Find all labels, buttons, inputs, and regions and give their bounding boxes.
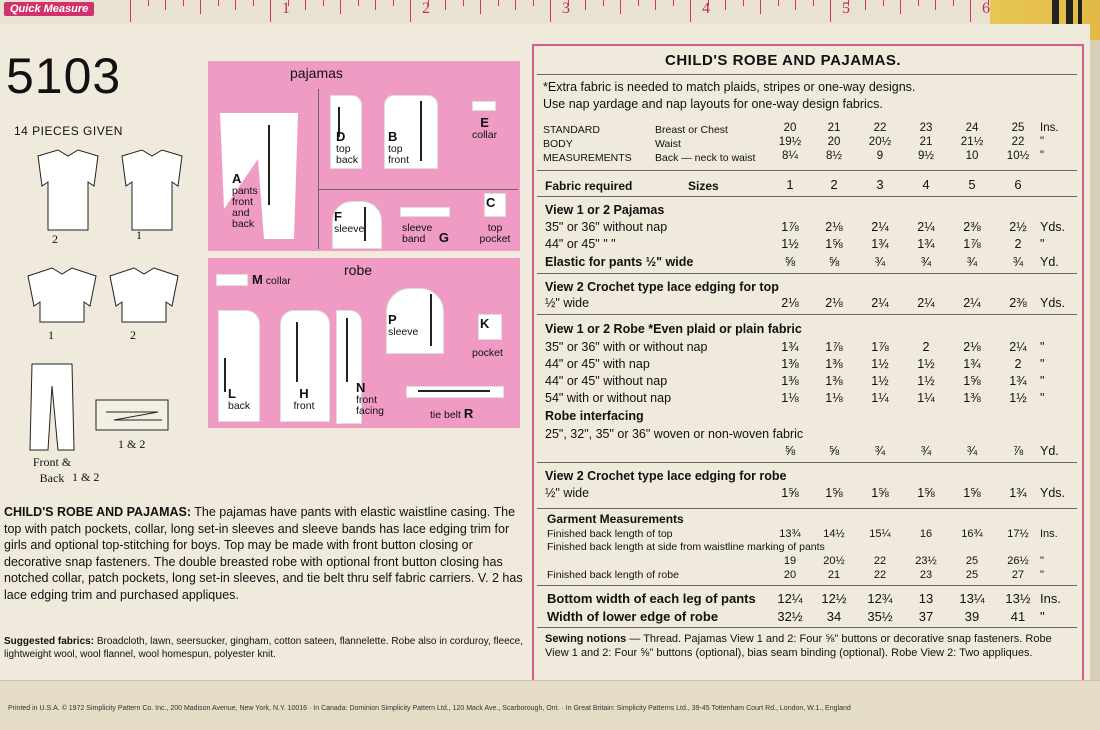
measurement-value: 23 xyxy=(919,122,933,134)
garment-label: Finished back length at side from waistline marking of pants xyxy=(547,541,825,553)
std-label: MEASUREMENTS xyxy=(543,152,632,164)
garment-value: 20½ xyxy=(823,555,845,567)
garment-value: 12¼ xyxy=(777,591,803,606)
yardage-value: 1½ xyxy=(1009,391,1027,405)
yardage-value: 1⅝ xyxy=(825,237,843,251)
measurement-unit: " xyxy=(1040,136,1045,148)
yardage-unit: " xyxy=(1040,391,1045,405)
yardage-value: 2⅛ xyxy=(781,296,799,310)
measurement-value: 9 xyxy=(876,150,884,162)
yardage-value: 1¾ xyxy=(917,237,935,251)
measurement-unit: Ins. xyxy=(1040,122,1059,134)
garment-unit: " xyxy=(1040,609,1045,624)
piece-label: collar xyxy=(265,275,291,287)
garment-value: 39 xyxy=(964,609,980,624)
yardage-value: ⅝ xyxy=(828,255,840,269)
garment-value: 27 xyxy=(1011,569,1025,581)
envelope-fold xyxy=(0,680,1100,730)
view-label: 1 xyxy=(136,228,142,242)
garment-value: 13¼ xyxy=(959,591,985,606)
garment-heading: Garment Measurements xyxy=(547,512,684,526)
size-header: 5 xyxy=(968,177,976,192)
garment-value: 13 xyxy=(918,591,934,606)
garment-value: 35½ xyxy=(867,609,893,624)
measurement-value: 22 xyxy=(873,122,887,134)
yardage-value: 1⅛ xyxy=(781,391,799,405)
yardage-value: 1⅝ xyxy=(963,374,981,388)
yardage-value: ⅞ xyxy=(1012,444,1024,458)
measurement-value: 9½ xyxy=(918,150,934,162)
fabric-row-label: 25", 32", 35" or 36" woven or non-woven fabric xyxy=(545,427,804,441)
piece-label: collar xyxy=(472,129,498,141)
yardage-value: ¾ xyxy=(874,255,886,269)
yardage-value: 2⅛ xyxy=(825,296,843,310)
yardage-value: 2 xyxy=(922,340,930,354)
garment-value: 13¾ xyxy=(779,528,801,540)
fabrics-label: Suggested fabrics: xyxy=(4,636,95,647)
garment-unit: " xyxy=(1040,555,1044,567)
piece-letter: H xyxy=(299,386,309,401)
yardage-unit: " xyxy=(1040,374,1045,388)
piece-letter: A xyxy=(232,171,242,186)
yardage-value: 1¼ xyxy=(871,391,889,405)
measurement-value: 19½ xyxy=(778,136,802,148)
ruler-number: 4 xyxy=(702,0,710,17)
yardage-unit: " xyxy=(1040,340,1045,354)
garment-label: Width of lower edge of robe xyxy=(547,609,719,624)
yardage-value: ¾ xyxy=(920,444,932,458)
fabric-required-label: Fabric required xyxy=(545,179,633,193)
garment-value: 41 xyxy=(1010,609,1026,624)
robe-title: robe xyxy=(344,262,373,278)
piece-label: sleeve xyxy=(388,326,419,338)
piece-label: back xyxy=(228,400,251,412)
robe-sketch-b xyxy=(110,268,178,322)
yardage-value: 2⅛ xyxy=(963,340,981,354)
yardage-value: 1⅜ xyxy=(825,357,843,371)
yardage-value: 1½ xyxy=(781,237,799,251)
yardage-value: 1⅛ xyxy=(825,391,843,405)
yardage-value: 1⅞ xyxy=(825,340,843,354)
piece-label: top front xyxy=(388,143,410,166)
garment-sketches xyxy=(18,146,198,476)
yardage-unit: Yds. xyxy=(1040,296,1066,310)
piece-label: pocket xyxy=(472,347,503,359)
size-header: 2 xyxy=(830,177,838,192)
yardage-value: 1⅝ xyxy=(825,486,843,500)
piece-letter: R xyxy=(463,406,474,421)
measurement-value: 21½ xyxy=(960,136,984,148)
fabric-row-label: View 2 Crochet type lace edging for robe xyxy=(545,469,787,483)
garment-value: 20 xyxy=(783,569,797,581)
ruler-number: 5 xyxy=(842,0,850,17)
yardage-value: 2¼ xyxy=(963,296,981,310)
measurement-value: 10 xyxy=(965,150,979,162)
piece-label: front facing xyxy=(356,394,385,417)
piece-letter: D xyxy=(336,129,346,144)
garment-value: 32½ xyxy=(777,609,803,624)
pajama-top-sketch-a xyxy=(38,150,98,230)
yardage-unit: " xyxy=(1040,237,1045,251)
yardage-value: ¾ xyxy=(966,444,978,458)
size-header: 3 xyxy=(876,177,884,192)
yardage-value: 2¼ xyxy=(917,296,935,310)
garment-value: 17½ xyxy=(1007,528,1029,540)
measurement-value: 24 xyxy=(965,122,979,134)
measurement-value: 21 xyxy=(919,136,933,148)
view-label: 2 xyxy=(52,232,58,246)
measurement-value: 20 xyxy=(783,122,797,134)
yardage-value: 2⅜ xyxy=(963,220,981,234)
measurement-value: 25 xyxy=(1011,122,1025,134)
yardage-unit: " xyxy=(1040,357,1045,371)
garment-value: 37 xyxy=(918,609,934,624)
yardage-value: ¾ xyxy=(874,444,886,458)
ruler-number: 2 xyxy=(422,0,430,17)
piece-letter: P xyxy=(388,312,397,327)
yardage-unit: Yd. xyxy=(1040,444,1059,458)
garment-value: 14½ xyxy=(823,528,845,540)
pajama-top-sketch-b xyxy=(122,150,182,230)
yardage-value: 2½ xyxy=(1009,220,1027,234)
yardage-value: 2 xyxy=(1014,237,1022,251)
measurement-value: 8½ xyxy=(826,150,842,162)
garment-value: 23 xyxy=(919,569,933,581)
yardage-value: 1½ xyxy=(871,374,889,388)
belt-sketch xyxy=(96,400,168,430)
meas-label: Waist xyxy=(655,138,681,150)
garment-label: Finished back length of robe xyxy=(547,569,679,581)
piece-letter: B xyxy=(388,129,398,144)
pieces-given: 14 PIECES GIVEN xyxy=(14,124,123,138)
size-header: 4 xyxy=(922,177,930,192)
meas-label: Back — neck to waist xyxy=(655,152,756,164)
chart-note: *Extra fabric is needed to match plaids, stripes or one-way designs. xyxy=(543,80,916,94)
size-header: 6 xyxy=(1014,177,1022,192)
yardage-value: 1¼ xyxy=(917,391,935,405)
sewing-text: — Thread. Pajamas View 1 and 2: Four ⅝" buttons or decorative snap fasteners. Robe View 1 and 2: Four ⅝" buttons (optional), bias seam binding (optional). Robe View 2: Two appliques. xyxy=(545,633,1052,659)
garment-value: 16 xyxy=(919,528,933,540)
fabric-row-label: ½" wide xyxy=(545,486,590,500)
robe-piece-diagram xyxy=(208,258,520,428)
description-body: The pajamas have pants with elastic waistline casing. The top with patch pockets, collar, long set-in sleeves and sleeve bands has lace edging trim for girls and optional top-stitching for boys. Top may be made with front button closing or decorative snap fasteners. The double breasted robe with optional front button closing has notched collar, patch pockets, long set-in sleeves, and tie belt thru self fabric carriers. V. 2 has lace edging trim and purchased appliques. xyxy=(4,505,523,602)
garment-value: 22 xyxy=(873,569,887,581)
yardage-value: 1½ xyxy=(917,357,935,371)
yardage-value: 2¼ xyxy=(1009,340,1027,354)
description-heading: CHILD'S ROBE AND PAJAMAS: xyxy=(4,505,192,519)
yardage-value: ⅝ xyxy=(784,255,796,269)
ruler-number: 1 xyxy=(282,0,290,17)
garment-value: 23½ xyxy=(915,555,937,567)
fabric-row-label: 44" or 45" " " xyxy=(545,237,616,251)
garment-value: 21 xyxy=(827,569,841,581)
pattern-number: 5103 xyxy=(6,48,122,104)
sizes-label: Sizes xyxy=(688,179,719,193)
ruler-number: 3 xyxy=(562,0,570,17)
garment-value: 25 xyxy=(965,569,979,581)
piece-letter: L xyxy=(228,386,236,401)
fabric-row-label: 44" or 45" with nap xyxy=(545,357,650,371)
robe-sketch-a xyxy=(28,268,96,322)
measure-ruler xyxy=(0,0,1000,25)
fabric-row-label: View 2 Crochet type lace edging for top xyxy=(545,280,779,294)
yardage-value: 1⅝ xyxy=(871,486,889,500)
yardage-value: 1¾ xyxy=(1009,486,1027,500)
view-label: 1 & 2 xyxy=(72,470,100,484)
fabric-row-label: View 1 or 2 Pajamas xyxy=(545,203,665,217)
garment-value: 15¼ xyxy=(869,528,891,540)
sewing-label: Sewing notions xyxy=(545,633,627,645)
yardage-value: ¾ xyxy=(920,255,932,269)
garment-value: 12¾ xyxy=(867,591,893,606)
piece-label: top pocket xyxy=(479,222,511,245)
piece-letter: C xyxy=(486,195,496,210)
garment-value: 19 xyxy=(783,555,797,567)
ruler-number: 6 xyxy=(982,0,990,17)
yardage-unit: Yd. xyxy=(1040,255,1059,269)
yardage-value: ⅝ xyxy=(784,444,796,458)
yardage-unit: Yds. xyxy=(1040,220,1066,234)
yardage-unit: Yds. xyxy=(1040,486,1066,500)
yardage-value: 2⅜ xyxy=(1009,296,1027,310)
sewing-notions xyxy=(545,632,1075,660)
garment-label: Finished back length of top xyxy=(547,528,673,540)
ruler-brand: Quick Measure xyxy=(4,2,94,16)
fabric-row-label: Elastic for pants ½" wide xyxy=(545,255,694,269)
yardage-value: ¾ xyxy=(1012,255,1024,269)
measurement-value: 8¼ xyxy=(782,150,798,162)
piece-label: front xyxy=(293,400,315,412)
fabric-row-label: View 1 or 2 Robe *Even plaid or plain fabric xyxy=(545,322,802,336)
garment-value: 34 xyxy=(826,609,842,624)
fabrics-text: Broadcloth, lawn, seersucker, gingham, cotton sateen, flannelette. Robe also in corduroy, fleece, lightweight wool, wool flannel, wool homespun, polyester knit. xyxy=(4,636,523,660)
yardage-value: 2¼ xyxy=(917,220,935,234)
pattern-description xyxy=(4,504,524,603)
meas-label: Breast or Chest xyxy=(655,124,728,136)
yardage-value: 1⅜ xyxy=(781,374,799,388)
yardage-value: 1⅜ xyxy=(825,374,843,388)
size-header: 1 xyxy=(786,177,794,192)
pants-sketch xyxy=(30,364,74,450)
yardage-value: 1⅜ xyxy=(963,391,981,405)
fabric-row-label: 44" or 45" without nap xyxy=(545,374,668,388)
copyright-line: Printed in U.S.A. © 1972 Simplicity Pattern Co. Inc., 200 Madison Avenue, New York, N.Y. 10016 · In Canada: Dominion Simplicity Pattern Ltd., 120 Mack Ave., Scarborough, Ont. · In Great Britain: Simplicity Patterns Ltd., 39-45 Tottenham Court Rd., London, W.1., England xyxy=(8,705,851,712)
piece-letter: F xyxy=(334,209,342,224)
yardage-value: 1⅝ xyxy=(917,486,935,500)
yardage-value: 1⅞ xyxy=(963,237,981,251)
yardage-value: 2¼ xyxy=(871,296,889,310)
piece-letter: E xyxy=(480,115,489,130)
yardage-value: 1¾ xyxy=(871,237,889,251)
piece-label: sleeve xyxy=(334,223,365,235)
yardage-value: 1⅞ xyxy=(781,220,799,234)
yardage-value: 2¼ xyxy=(871,220,889,234)
view-label: 1 xyxy=(48,328,54,342)
measurement-value: 21 xyxy=(827,122,841,134)
piece-letter: K xyxy=(480,316,490,331)
yardage-value: ¾ xyxy=(966,255,978,269)
std-label: STANDARD xyxy=(543,124,600,136)
fabric-row-label: 35" or 36" with or without nap xyxy=(545,340,708,354)
fabric-row-label: 35" or 36" without nap xyxy=(545,220,668,234)
fabric-row-label: ½" wide xyxy=(545,296,590,310)
pajamas-piece-diagram xyxy=(208,61,520,251)
yardage-value: ⅝ xyxy=(828,444,840,458)
measurement-value: 22 xyxy=(1011,136,1025,148)
piece-label: tie belt xyxy=(430,409,461,421)
yardage-value: 2⅛ xyxy=(825,220,843,234)
chart-title: CHILD'S ROBE AND PAJAMAS. xyxy=(665,52,902,69)
view-label: 2 xyxy=(130,328,136,342)
pajamas-title: pajamas xyxy=(290,65,343,81)
piece-letter: G xyxy=(438,230,450,245)
measurement-value: 10½ xyxy=(1006,150,1030,162)
yardage-value: 1⅞ xyxy=(871,340,889,354)
yardage-value: 1½ xyxy=(917,374,935,388)
std-label: BODY xyxy=(543,138,573,150)
piece-label: sleeve band xyxy=(402,222,433,245)
fabric-row-label: Robe interfacing xyxy=(545,409,644,423)
suggested-fabrics xyxy=(4,636,524,661)
piece-label: top back xyxy=(336,143,359,166)
garment-value: 25 xyxy=(965,555,979,567)
piece-label: pants front and back xyxy=(232,185,258,230)
yardage-value: 1¾ xyxy=(963,357,981,371)
yardage-value: 1⅝ xyxy=(963,486,981,500)
view-label: 1 & 2 xyxy=(118,437,146,451)
front-back-label: Front & Back xyxy=(32,455,72,485)
garment-unit: Ins. xyxy=(1040,591,1061,606)
garment-value: 16¾ xyxy=(961,528,983,540)
chart-note: Use nap yardage and nap layouts for one-way design fabrics. xyxy=(543,97,883,111)
garment-unit: Ins. xyxy=(1040,528,1058,540)
measurement-value: 20½ xyxy=(868,136,892,148)
garment-value: 13½ xyxy=(1005,591,1031,606)
yardage-value: 1¾ xyxy=(781,340,799,354)
garment-value: 22 xyxy=(873,555,887,567)
fabric-row-label: 54" with or without nap xyxy=(545,391,672,405)
piece-letter: M xyxy=(252,272,263,287)
garment-label: Bottom width of each leg of pants xyxy=(547,591,756,606)
yardage-value: 2 xyxy=(1014,357,1022,371)
measurement-unit: " xyxy=(1040,150,1045,162)
yardage-value: 1⅜ xyxy=(781,357,799,371)
garment-value: 26½ xyxy=(1007,555,1029,567)
piece-letter: N xyxy=(356,380,366,395)
garment-unit: " xyxy=(1040,569,1044,581)
garment-value: 12½ xyxy=(821,591,847,606)
yardage-value: 1⅝ xyxy=(781,486,799,500)
yardage-value: 1½ xyxy=(871,357,889,371)
yardage-value: 1¾ xyxy=(1009,374,1027,388)
measurement-value: 20 xyxy=(827,136,841,148)
